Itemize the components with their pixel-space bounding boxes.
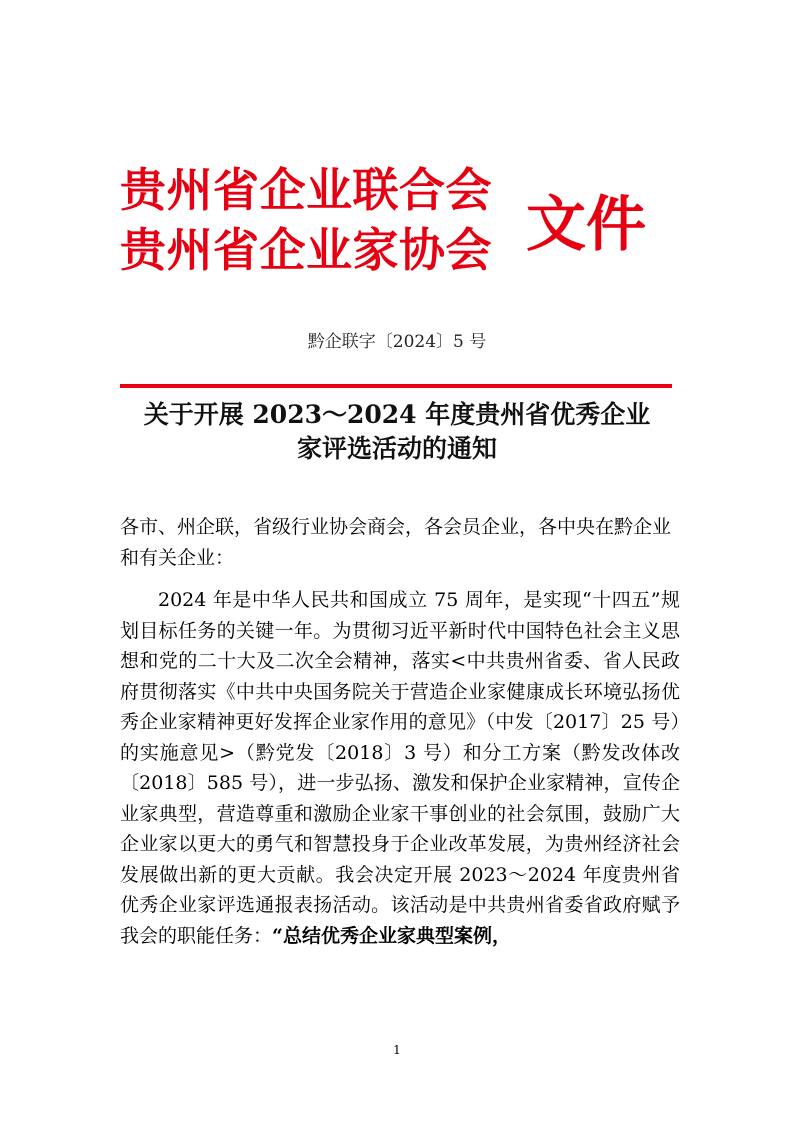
- document-label: 文件: [526, 190, 646, 260]
- document-title: [100, 398, 694, 466]
- page-number: 1: [393, 1043, 401, 1057]
- salutation: 各市、州企联，省级行业协会商会，各会员企业，各中央在黔企业和有关企业：: [120, 516, 672, 569]
- org-name-line-2: 贵州省企业家协会: [120, 223, 492, 277]
- body-text: 2024 年是中华人民共和国成立 75 周年，是实现“十四五”规划目标任务的关键一年。为贯彻习近平新时代中国特色社会主义思想和党的二十大及二次全会精神，落实<中共贵州省委、省人民政府贯彻落实《中共中央国务院关于营造企业家健康成长环境弘扬优秀企业家精神更好发挥企业家作用的意见》（中发〔2017〕25 号）的实施意见>（黔党发〔2018〕3 号）和分工方案（黔发改体改〔2018〕585 号），进一步弘扬、激发和保护企业家精神，宣传企业家典型，营造尊重和激励企业家干事创业的社会氛围，鼓励广大企业家以更大的勇气和智慧投身于企业改革发展，为贵州经济社会发展做出新的更大贡献。我会决定开展 2023～2024 年度贵州省优秀企业家评选通报表扬活动。该活动是中共贵州省委省政府赋予我会的职能任务：: [120, 589, 680, 947]
- body-text-bold: “总结优秀企业家典型案例，: [272, 924, 511, 947]
- title-line-1: 关于开展 2023～2024 年度贵州省优秀企业: [143, 400, 651, 429]
- red-divider: [120, 384, 672, 388]
- document-number: 黔企联字〔2024〕5 号: [307, 332, 487, 352]
- body-paragraph: [120, 585, 680, 951]
- org-name-line-1: 贵州省企业联合会: [120, 163, 492, 217]
- title-line-2: 家评选活动的通知: [296, 434, 497, 463]
